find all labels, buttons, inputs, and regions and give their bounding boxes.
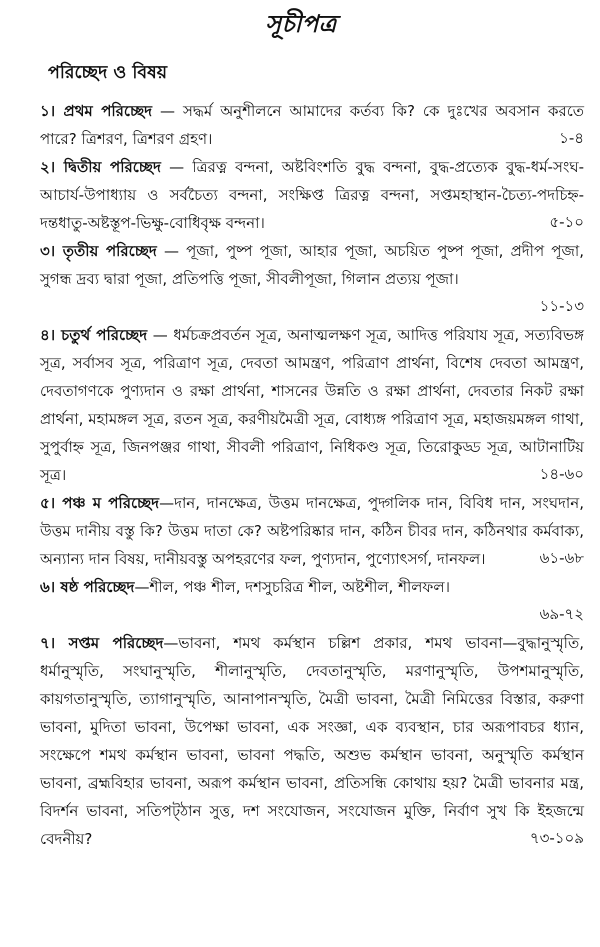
toc-entry-text [18, 573, 584, 601]
page-title: সূচীপত্র [265, 10, 337, 38]
page-range: ৫-১০ [549, 213, 584, 231]
toc-entry-6 [18, 573, 584, 627]
chapter-heading: ৩। তৃতীয় পরিচ্ছেদ [40, 242, 157, 260]
toc-entry-1 [18, 97, 584, 151]
chapter-heading: ৪। চতুর্থ পরিচ্ছেদ [40, 326, 148, 344]
chapter-heading: ২। দ্বিতীয় পরিচ্ছেদ [40, 158, 161, 176]
toc-entry-2 [18, 153, 584, 235]
chapter-topics: —ভাবনা, শমথ কর্মস্থান চল্লিশ প্রকার, শমথ ভাবনা—বুদ্ধানুস্মৃতি, ধর্মানুস্মৃতি, সংঘানুস্মৃতি, শীলানুস্মৃতি, দেবতানুস্মৃতি, মরণানুস্মৃতি, উপশমানুস্মৃতি, কায়গতানুস্মৃতি, ত্যাগানুস্মৃতি, আনাপানস্মৃতি, মৈত্রী ভাবনা, মৈত্রী নিমিত্তের বিস্তার, করুণা ভাবনা, মুদিতা ভাবনা, উপেক্ষা ভাবনা, এক সংজ্ঞা, এক ব্যবস্থান, চার অরূপাবচর ধ্যান, সংক্ষেপে শমথ কর্মস্থান ভাবনা, ভাবনা পদ্ধতি, অশুভ কর্মস্থান ভাবনা, অনুস্মৃতি কর্মস্থান ভাবনা, ব্রহ্মবিহার ভাবনা, অরূপ কর্মস্থান ভাবনা, প্রতিসন্ধি কোথায় হয়? মৈত্রী ভাবনার মন্ত্র, বিদর্শন ভাবনা, সতিপট্ঠান সুত্ত, দশ সংযোজন, সংযোজন মুক্তি, নির্বাণ সুখ কি ইহজন্মে বেদনীয়? [40, 634, 584, 848]
toc-entry-3 [18, 237, 584, 319]
chapter-topics: — পূজা, পুষ্প পূজা, আহার পূজা, অচয়িত পুষ্প পূজা, প্রদীপ পূজা, সুগন্ধ দ্রব্য দ্বারা পূজা, প্রতিপত্তি পূজা, সীবলীপূজা, গিলান প্রত্যয় পূজা। [40, 242, 585, 288]
page-range: ৬১-৬৮ [539, 549, 584, 567]
page-range: ৬৯-৭২ [539, 605, 584, 623]
toc-entry-text [18, 629, 584, 853]
toc-entry-4 [18, 321, 584, 487]
chapter-topics: —শীল, পঞ্চ শীল, দশসুচরিত্র শীল, অষ্টশীল, শীলফল। [134, 578, 450, 596]
chapter-topics: — ধর্মচক্রপ্রবর্তন সূত্র, অনাত্মলক্ষণ সূত্র, আদিত্ত পরিযায সূত্র, সত্যবিভঙ্গ সূত্র, সর্বাসব সূত্র, পরিত্রাণ সূত্র, দেবতা আমন্ত্রণ, পরিত্রাণ প্রার্থনা, বিশেষ দেবতা আমন্ত্রণ, দেবতাগণকে পুণ্যদান ও রক্ষা প্রার্থনা, শাসনের উন্নতি ও রক্ষা প্রার্থনা, দেবতার নিকট রক্ষা প্রার্থনা, মহামঙ্গল সূত্র, রতন সূত্র, করণীয়মৈত্রী সূত্র, বোধ্যঙ্গ পরিত্রাণ সূত্র, মহাজয়মঙ্গল গাথা, সুপুর্বাহ্ন সূত্র, জিনপঞ্জর গাথা, সীবলী পরিত্রাণ, নিধিকণ্ড সূত্র, তিরোকুড্ড সূত্র, আটানাটিয় সূত্র। [40, 326, 585, 484]
chapter-heading: ৭। সপ্তম পরিচ্ছেদ [40, 634, 164, 652]
chapter-heading: ৫। পঞ্চ ম পরিচ্ছেদ [40, 494, 160, 512]
page-range: ১-৪ [559, 129, 584, 147]
page-range: ১৪-৬০ [539, 465, 584, 483]
chapter-topics: —দান, দানক্ষেত্র, উত্তম দানক্ষেত্র, পুদ্গলিক দান, বিবিধ দান, সংঘদান, উত্তম দানীয় বস্তু কি? উত্তম দাতা কে? অষ্টপরিষ্কার দান, কঠিন চীবর দান, কঠিনথার কর্মবাক্য, অন্যান্য দান বিষয়, দানীয়বস্তু অপহরণের ফল, পুণ্যদান, পুণ্যোৎসর্গ, দানফল। [40, 494, 584, 568]
chapter-heading: ৬। ষষ্ঠ পরিচ্ছেদ [40, 578, 135, 596]
chapter-topics: — ত্রিরত্ন বন্দনা, অষ্টবিংশতি বুদ্ধ বন্দনা, বুদ্ধ-প্রত্যেক বুদ্ধ-ধর্ম-সংঘ-আচার্য-উপাধ্যায় ও সর্বচৈত্য বন্দনা, সংক্ষিপ্ত ত্রিরত্ন বন্দনা, সপ্তমহাস্থান-চৈত্য-পদচিহ্ন-দন্তধাতু-অষ্টস্তূপ-ভিক্ষু-বোধিবৃক্ষ বন্দনা। [40, 158, 584, 232]
toc-entry-5 [18, 489, 584, 571]
page-range: ৭৩-১০৯ [529, 829, 584, 847]
toc-entry-7 [18, 629, 584, 851]
toc-subheading: পরিচ্ছেদ ও বিষয় [48, 63, 168, 83]
toc-entry-text [18, 237, 584, 293]
page-range: ১১-১৩ [539, 297, 584, 315]
chapter-topics: — সদ্ধর্ম অনুশীলনে আমাদের কর্তব্য কি? কে দুঃখের অবসান করতে পারে? ত্রিশরণ, ত্রিশরণ গ্রহণ। [40, 102, 584, 148]
chapter-heading: ১। প্রথম পরিচ্ছেদ [40, 102, 153, 120]
